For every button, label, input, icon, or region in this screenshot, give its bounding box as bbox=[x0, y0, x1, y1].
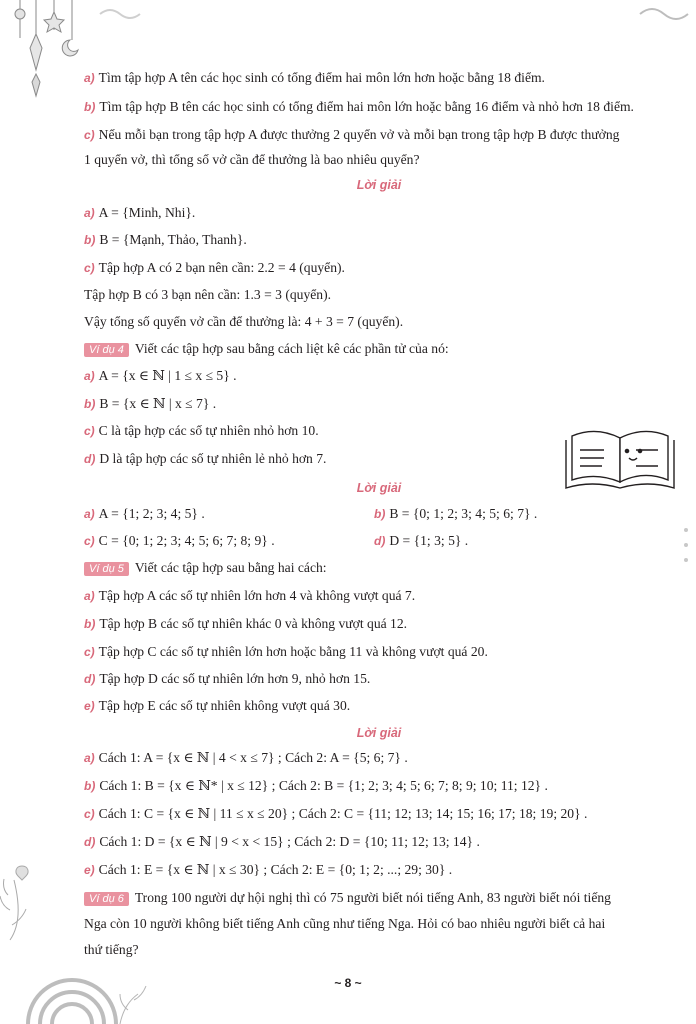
intro-item-b: b) Tìm tập hợp B tên các học sinh có tổng điểm hai môn lớn hoặc bằng 16 điểm và nhỏ hơn 18 điểm. bbox=[84, 99, 634, 114]
example-4-item-d: d) D là tập hợp các số tự nhiên lẻ nhỏ hơn 7. bbox=[84, 451, 327, 466]
example-5-item-a: a) Tập hợp A các số tự nhiên lớn hơn 4 và không vượt quá 7. bbox=[84, 588, 416, 603]
example-5-solution-c: c) Cách 1: C = {x ∈ ℕ | 11 ≤ x ≤ 20} ; Cách 2: C = {11; 12; 13; 14; 15; 16; 17; 18; 19; 20} . bbox=[84, 806, 588, 821]
example-5-item-e: e) Tập hợp E các số tự nhiên không vượt quá 30. bbox=[84, 698, 351, 713]
example-4-solution-c: c) C = {0; 1; 2; 3; 4; 5; 6; 7; 8; 9} . bbox=[84, 533, 275, 548]
example-4-item-b: b) B = {x ∈ ℕ | x ≤ 7} . bbox=[84, 396, 217, 411]
book-icon bbox=[566, 431, 674, 488]
example-4-item-c: c) C là tập hợp các số tự nhiên nhỏ hơn 10. bbox=[84, 423, 319, 438]
example-badge: Ví dụ 5 bbox=[84, 562, 129, 576]
solution-text: Vậy tổng số quyển vở cần để thưởng là: 4 + 3 = 7 (quyển). bbox=[84, 314, 404, 329]
solution-item-b: b) B = {Mạnh, Thảo, Thanh}. bbox=[84, 232, 247, 247]
example-5-solution-d: d) Cách 1: D = {x ∈ ℕ | 9 < x < 15} ; Cách 2: D = {10; 11; 12; 13; 14} . bbox=[84, 834, 480, 849]
example-badge: Ví dụ 6 bbox=[84, 892, 129, 906]
intro-item-a: a) Tìm tập hợp A tên các học sinh có tổng điểm hai môn lớn hơn hoặc bằng 18 điểm. bbox=[84, 70, 545, 85]
example-5-solution-b: b) Cách 1: B = {x ∈ ℕ* | x ≤ 12} ; Cách 2: B = {1; 2; 3; 4; 5; 6; 7; 8; 9; 10; 11; 12} . bbox=[84, 778, 548, 793]
solution-item-a: a) A = {Minh, Nhi}. bbox=[84, 205, 196, 220]
intro-item-c: c) Nếu mỗi bạn trong tập hợp A được thưởng 2 quyển vở và mỗi bạn trong tập hợp B được thưởng bbox=[84, 127, 620, 142]
example-6-line-1: Ví dụ 6 Trong 100 người dự hội nghị thì có 75 người biết nói tiếng Anh, 83 người biết nói tiếng bbox=[84, 890, 611, 906]
example-6-line-2: Nga còn 10 người không biết tiếng Anh cũng như tiếng Nga. Hỏi có bao nhiêu người biết cả hai bbox=[84, 916, 606, 931]
example-5-item-c: c) Tập hợp C các số tự nhiên lớn hơn hoặc bằng 11 và không vượt quá 20. bbox=[84, 644, 488, 659]
solution-heading: Lời giải bbox=[356, 726, 402, 740]
example-4-solution-a: a) A = {1; 2; 3; 4; 5} . bbox=[84, 506, 205, 521]
example-5-title: Ví dụ 5 Viết các tập hợp sau bằng hai cách: bbox=[84, 560, 327, 576]
solution-item-c: c) Tập hợp A có 2 bạn nên cần: 2.2 = 4 (quyển). bbox=[84, 260, 345, 275]
leaf-decoration-icon bbox=[0, 866, 28, 940]
page-number: ~ 8 ~ bbox=[334, 976, 362, 990]
example-badge: Ví dụ 4 bbox=[84, 343, 129, 357]
solution-heading: Lời giải bbox=[356, 481, 402, 495]
wave-decoration-icon bbox=[640, 9, 688, 19]
intro-item-c-cont: 1 quyển vở, thì tổng số vở cần để thưởng là bao nhiêu quyển? bbox=[84, 152, 420, 167]
example-4-solution-b: b) B = {0; 1; 2; 3; 4; 5; 6; 7} . bbox=[374, 506, 538, 521]
solution-heading: Lời giải bbox=[356, 178, 402, 192]
example-5-solution-e: e) Cách 1: E = {x ∈ ℕ | x ≤ 30} ; Cách 2: E = {0; 1; 2; ...; 29; 30} . bbox=[84, 862, 453, 877]
example-4-item-a: a) A = {x ∈ ℕ | 1 ≤ x ≤ 5} . bbox=[84, 368, 237, 383]
solution-text: Tập hợp B có 3 bạn nên cần: 1.3 = 3 (quyển). bbox=[84, 287, 332, 302]
hanging-ornaments-icon bbox=[15, 0, 78, 96]
example-5-item-b: b) Tập hợp B các số tự nhiên khác 0 và không vượt quá 12. bbox=[84, 616, 408, 631]
example-4-solution-d: d) D = {1; 3; 5} . bbox=[374, 533, 469, 548]
example-5-item-d: d) Tập hợp D các số tự nhiên lớn hơn 9, nhỏ hơn 15. bbox=[84, 671, 371, 686]
example-4-title: Ví dụ 4 Viết các tập hợp sau bằng cách liệt kê các phần tử của nó: bbox=[84, 341, 449, 357]
example-6-line-3: thứ tiếng? bbox=[84, 942, 139, 957]
example-5-solution-a: a) Cách 1: A = {x ∈ ℕ | 4 < x ≤ 7} ; Cách 2: A = {5; 6; 7} . bbox=[84, 750, 408, 765]
